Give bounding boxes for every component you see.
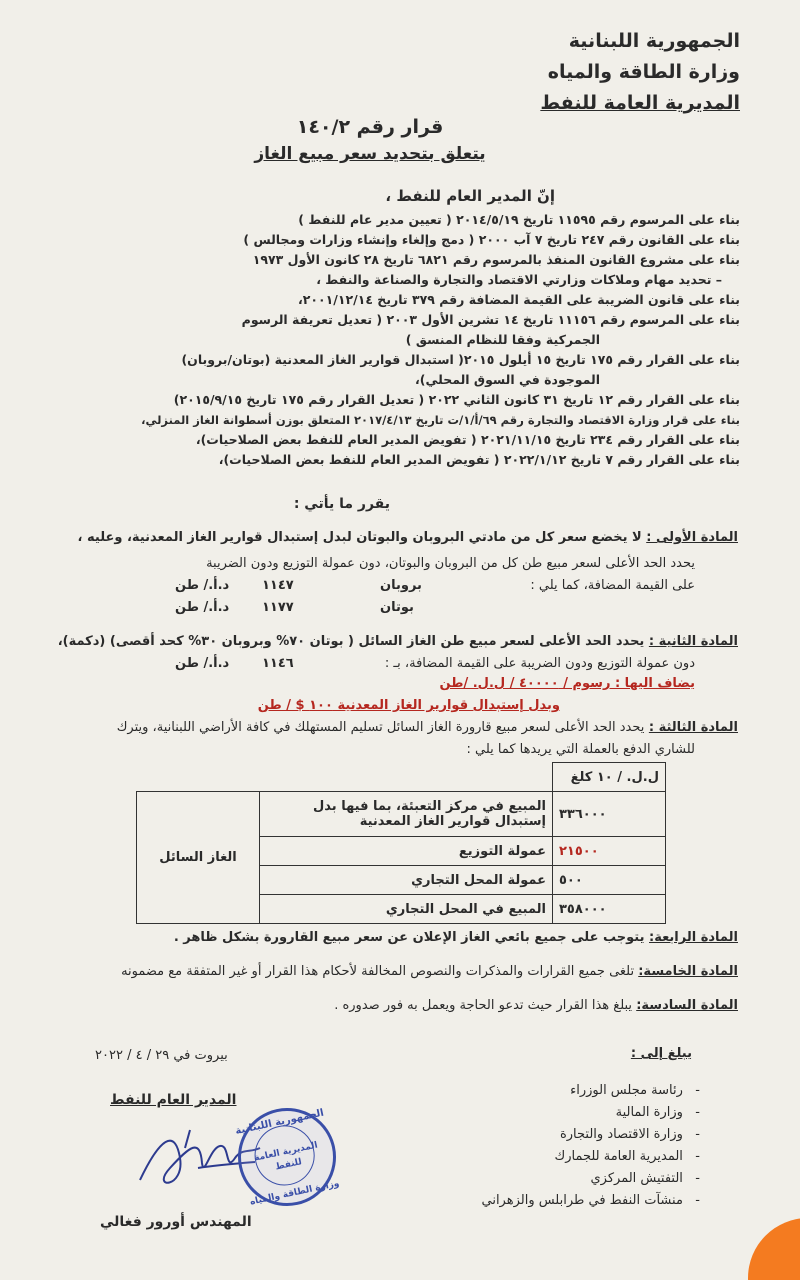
preamble-line: الموجودة في السوق المحلي)، [414, 372, 600, 387]
article-2-replacement: وبدل إستبدال قوارير الغاز المعدنية ١٠٠ $ / طن [257, 698, 560, 713]
article-1-label: المادة الأولى : [646, 530, 738, 545]
article-2-fee: يضاف اليها : رسوم / ٤٠٠٠٠ / ل.ل. /طن [439, 676, 695, 691]
article-5-text: تلغى جميع القرارات والمذكرات والنصوص المخالفة لأحكام هذا القرار أو غير المتفقة مع مضمونه [121, 964, 635, 979]
stamp-middle-text: المديرية العامة للنفط [253, 1140, 319, 1173]
propane-unit: د.أ./ طن [175, 578, 230, 593]
issue-date: بيروت في ٢٩ / ٤ / ٢٠٢٢ [95, 1048, 228, 1063]
article-2-line-2: دون عمولة التوزيع ودون الضريبة على القيمة المضافة، بـ : [384, 656, 695, 671]
table-header-row [137, 763, 666, 792]
article-5 [18, 962, 738, 982]
article-2-unit: د.أ./ طن [175, 656, 230, 671]
article-4-text: يتوجب على جميع بائعي الغاز الإعلان عن سعر مبيع القارورة بشكل ظاهر . [173, 930, 645, 945]
butane-unit: د.أ./ طن [175, 600, 230, 615]
article-1-text: لا يخضع سعر كل من مادتي البروبان والبوتان لبدل إستبدال قوارير الغاز المعدنية، وعليه ، [77, 530, 642, 545]
notify-item: - وزارة الاقتصاد والتجارة [559, 1127, 700, 1142]
notify-item: - وزارة المالية [615, 1105, 700, 1120]
preamble-line: بناء على المرسوم رقم ١١١٥٦ تاريخ ١٤ تشرين الأول ٢٠٠٣ ( تعديل تعريفة الرسوم [241, 312, 740, 327]
preamble-line: – تحديد مهام وملاكات وزارتي الاقتصاد والتجارة والصناعة والنفط ، [316, 272, 722, 287]
article-2-value: ١١٤٦ [262, 656, 294, 671]
preamble-line: الجمركية وفقا للنظام المنسق ) [405, 332, 600, 347]
row-desc: المبيع في المحل التجاري [260, 895, 553, 924]
article-6-label: المادة السادسة: [636, 998, 738, 1013]
corner-orange-shape [748, 1218, 800, 1280]
signatory-name: المهندس أورور فغالي [100, 1214, 252, 1230]
row-value: ٢١٥٠٠ [553, 837, 666, 866]
table-row [137, 792, 666, 837]
article-1 [38, 528, 738, 548]
article-4-label: المادة الرابعة: [649, 930, 738, 945]
signatory-role: المدير العام للنفط [110, 1092, 237, 1108]
propane-value: ١١٤٧ [262, 578, 294, 593]
preamble-line: بناء على القرار رقم ١٢ تاريخ ٣١ كانون الثاني ٢٠٢٢ ( تعديل القرار رقم ١٧٥ تاريخ ٢٠١٥/٩/١٥) [173, 392, 740, 407]
row-desc: المبيع في مركز التعبئة، بما فيها بدل إستبدال قوارير الغاز المعدنية [260, 792, 553, 837]
row-desc: عمولة المحل التجاري [260, 866, 553, 895]
row-value: ٥٠٠ [553, 866, 666, 895]
article-6-text: يبلغ هذا القرار حيث تدعو الحاجة ويعمل به فور صدوره . [334, 998, 633, 1013]
article-2-text: يحدد الحد الأعلى لسعر مبيع طن الغاز السائل ( بوتان ٧٠% وبروبان ٣٠% كحد أقصى) (دكمة)، [57, 634, 645, 649]
preamble [40, 210, 740, 470]
letterhead [540, 26, 740, 119]
preamble-line: بناء على القرار رقم ٧ تاريخ ٢٠٢٢/١/١٢ ( تفويض المدير العام للنفط بعض الصلاحيات)، [218, 452, 740, 467]
article-2-label: المادة الثانية : [648, 634, 738, 649]
table-spacer [260, 763, 553, 792]
letterhead-country: الجمهورية اللبنانية [568, 30, 740, 52]
article-3-text: يحدد الحد الأعلى لسعر مبيع قارورة الغاز السائل تسليم المستهلك في كافة الأراضي اللبنانية، ويترك [116, 720, 645, 735]
preamble-line: بناء على قانون الضريبة على القيمة المضافة رقم ٣٧٩ تاريخ ٢٠٠١/١٢/١٤، [298, 292, 740, 307]
unit-header: ل.ل. / ١٠ كلغ [553, 763, 666, 792]
article-6 [38, 996, 738, 1016]
decides-line: يقرر ما يأتي : [293, 496, 390, 512]
letterhead-directorate: المديرية العامة للنفط [540, 92, 740, 114]
notify-item: - منشآت النفط في طرابلس والزهراني [481, 1193, 700, 1208]
preamble-line: بناء على قرار وزارة الاقتصاد والتجارة رقم ٦٩/أ/١/ت تاريخ ٢٠١٧/٤/١٣ المتعلق بوزن أسطوانة الغاز المنزلي، [141, 413, 740, 427]
article-3-label: المادة الثالثة : [648, 720, 738, 735]
stamp-top-text: الجمهورية اللبنانية [234, 1107, 325, 1138]
article-5-label: المادة الخامسة: [638, 964, 738, 979]
article-3-line-2: للشاري الدفع بالعملة التي يريدها كما يلي : [466, 742, 695, 757]
decision-title: قرار رقم ١٤٠/٢ [296, 116, 444, 138]
table-category: الغاز السائل [137, 792, 260, 924]
decision-subtitle: يتعلق بتحديد سعر مبيع الغاز [254, 144, 486, 164]
preamble-line: بناء على القرار رقم ٢٣٤ تاريخ ٢٠٢١/١١/١٥ ( تفويض المدير العام للنفط بعض الصلاحيات)، [195, 432, 740, 447]
article-2 [38, 632, 738, 652]
notify-item: - التفتيش المركزي [590, 1171, 700, 1186]
letterhead-ministry: وزارة الطاقة والمياه [547, 61, 740, 83]
stamp-bottom-text: وزارة الطاقة والمياه [249, 1178, 341, 1208]
butane-name: بوتان [380, 600, 414, 615]
preamble-line: بناء على القرار رقم ١٧٥ تاريخ ١٥ أيلول ٢٠١٥( استبدال قوارير الغاز المعدنية (بوتان/بروبان) [181, 352, 740, 367]
butane-value: ١١٧٧ [262, 600, 294, 615]
propane-name: بروبان [380, 578, 422, 593]
intro-line: إنّ المدير العام للنفط ، [385, 187, 555, 205]
notify-list [481, 1080, 700, 1212]
article-1-line-3: على القيمة المضافة، كما يلي : [530, 578, 695, 593]
preamble-line: بناء على المرسوم رقم ١١٥٩٥ تاريخ ٢٠١٤/٥/١٩ ( تعيين مدير عام للنفط ) [298, 212, 740, 227]
notify-item: - المديرية العامة للجمارك [554, 1149, 700, 1164]
row-desc: عمولة التوزيع [260, 837, 553, 866]
row-value: ٣٥٨٠٠٠ [553, 895, 666, 924]
table-spacer [137, 763, 260, 792]
preamble-line: بناء على مشروع القانون المنفذ بالمرسوم رقم ٦٨٢١ تاريخ ٢٨ كانون الأول ١٩٧٣ [252, 252, 740, 267]
notify-label: يبلغ إلى : [630, 1046, 692, 1061]
preamble-line: بناء على القانون رقم ٢٤٧ تاريخ ٧ آب ٢٠٠٠ ( دمج وإلغاء وإنشاء وزارات ومجالس ) [243, 232, 740, 247]
article-1-line-2: يحدد الحد الأعلى لسعر مبيع طن كل من البروبان والبوتان، دون عمولة التوزيع ودون الضريبة [206, 556, 695, 571]
row-value: ٣٣٦٠٠٠ [553, 792, 666, 837]
notify-item: - رئاسة مجلس الوزراء [570, 1083, 700, 1098]
price-table [136, 762, 666, 924]
article-4 [38, 928, 738, 948]
article-3 [38, 718, 738, 738]
